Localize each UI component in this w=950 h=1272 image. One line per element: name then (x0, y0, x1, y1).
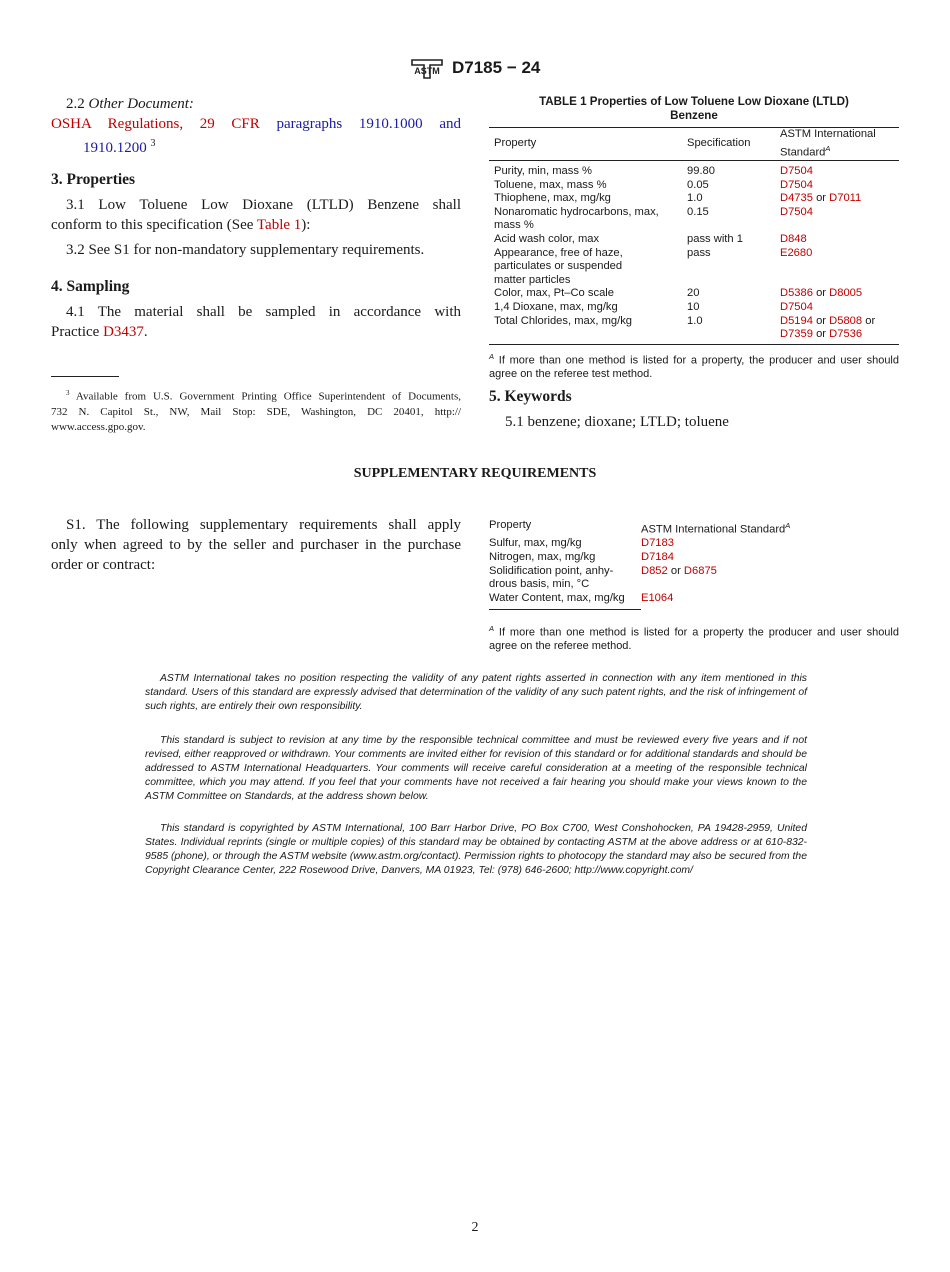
table-1-row (489, 247, 899, 288)
property-line: mass % (494, 219, 534, 232)
table-1-caption-line1: TABLE 1 Properties of Low Toluene Low Dioxane (LTLD) (539, 95, 849, 108)
property-cell (489, 206, 682, 233)
s1-line1: S1. The following supplementary requirements shall apply (66, 517, 461, 533)
property-line: drous basis, min, °C (489, 578, 590, 591)
standard-link[interactable]: D5386 (780, 287, 813, 300)
col-header-standard (775, 128, 899, 161)
or-text: or (862, 314, 876, 327)
s1-line2: only when agreed to by the seller and purchaser in the purchase (51, 537, 461, 553)
section-5-1: 5.1 benzene; dioxane; LTLD; toluene (505, 414, 729, 430)
table-1-row (489, 161, 899, 179)
property-line: particulates or suspended (494, 260, 623, 273)
table-1-caption (489, 95, 899, 123)
supplementary-table-row (489, 551, 841, 565)
property-line: 1,4 Dioxane, max, mg/kg (494, 300, 618, 313)
standard-cell (641, 565, 841, 592)
supplementary-table-wrapper (489, 519, 841, 605)
col-header-specification: Specification (687, 137, 751, 150)
property-line: Total Chlorides, max, mg/kg (494, 314, 633, 327)
standard-cell (775, 161, 899, 179)
property-line: Thiophene, max, mg/kg (494, 192, 611, 205)
property-cell (489, 233, 682, 247)
standard-link[interactable]: E1064 (641, 591, 674, 604)
paragraphs-link-cont[interactable]: 1910.1200 (83, 140, 147, 156)
table-1-row (489, 315, 899, 345)
property-cell (489, 592, 641, 606)
supp-col-header-standard (641, 519, 841, 537)
p3-1-line2-post: ): (301, 217, 311, 233)
standard-link[interactable]: D7504 (780, 205, 813, 218)
table-1-caption-line2: Benzene (670, 109, 718, 122)
standard-link[interactable]: D7184 (641, 550, 674, 563)
standard-cell (775, 301, 899, 315)
footnote-3 (51, 386, 461, 435)
property-cell (489, 565, 641, 592)
property-cell (489, 537, 641, 551)
table-1-row (489, 233, 899, 247)
table-1-row (489, 287, 899, 301)
standard-link[interactable]: D7359 (780, 328, 813, 341)
property-line: Purity, min, mass % (494, 165, 593, 177)
standard-link[interactable]: D7504 (780, 165, 813, 177)
specification-cell: 1.0 (687, 192, 703, 205)
footnote-3-number: 3 (66, 389, 70, 397)
specification-cell: 10 (687, 300, 700, 313)
col-header-standard-line2: Standard (780, 146, 826, 159)
supplementary-heading: SUPPLEMENTARY REQUIREMENTS (353, 466, 597, 481)
table-1-footnote-line1: If more than one method is listed for a property, the producer and user should (494, 354, 899, 367)
property-line: Nonaromatic hydrocarbons, max, (494, 205, 659, 218)
supp-footnote-line2: agree on the referee method. (489, 640, 632, 653)
standard-link[interactable]: D7011 (829, 192, 862, 205)
table-1-footnote-sup: A (489, 352, 495, 361)
specification-cell: 0.05 (687, 178, 709, 191)
table-1-row (489, 192, 899, 206)
property-line: Appearance, free of haze, (494, 246, 623, 259)
footnote-3-line1: Available from U.S. Government Printing Office Superintendent of Documents, (75, 390, 461, 403)
standard-cell (641, 537, 841, 551)
table-1-footnote-line2: agree on the referee test method. (489, 368, 653, 381)
p3-1-line2-pre: conform to this specification (See (51, 217, 257, 233)
footnote-3-line3: www.access.gpo.gov. (51, 420, 146, 433)
supplementary-table-body (489, 537, 841, 605)
copyright-notice-text: This standard is copyrighted by ASTM International, 100 Barr Harbor Drive, PO Box C700, West Conshohocken, PA 19428-2959, United States. Individual reprints (single or multiple copies) of this standard may be obtained by contacting ASTM at the above address or at 610-832-9585 (phone), or through the ASTM website (www.astm.org/contact). Permission rights to photocopy the standard may also be secured from the Copyright Clearance Center, 222 Rosewood Drive, Danvers, MA 01923, Tel: (978) 646-2600; http://www.copyright.com/ (145, 823, 807, 876)
section-4-heading: 4. Sampling (51, 278, 130, 295)
standard-cell (775, 247, 899, 288)
astm-logo-icon (408, 56, 446, 82)
standard-cell (641, 551, 841, 565)
or-text: or (812, 314, 830, 327)
standard-link[interactable]: D4735 (780, 192, 813, 205)
supp-footnote-line1: If more than one method is listed for a property the producer and user should (494, 626, 899, 639)
supp-col-header-property: Property (489, 519, 532, 531)
footnote-divider (51, 376, 119, 377)
standard-link[interactable]: D852 (641, 564, 668, 577)
supp-col-header-standard-text: ASTM International Standard (641, 523, 786, 536)
supplementary-table (489, 519, 841, 605)
supplementary-table-row (489, 537, 841, 551)
property-cell (489, 161, 682, 179)
table-1-row (489, 206, 899, 233)
s1-paragraph (51, 515, 461, 575)
or-text: or (812, 328, 830, 341)
page-header (0, 56, 950, 86)
page-number: 2 (471, 1220, 479, 1235)
standard-cell (775, 179, 899, 193)
standard-link[interactable]: D7504 (780, 300, 813, 313)
standard-link[interactable]: D6875 (683, 564, 717, 577)
patent-notice (145, 672, 807, 714)
supplementary-table-row (489, 592, 841, 606)
property-cell (489, 551, 641, 565)
supp-col-header-standard-sup: A (785, 521, 791, 530)
property-line: Color, max, Pt–Co scale (494, 287, 615, 300)
supplementary-footnote (489, 622, 899, 654)
footnote-ref-3[interactable]: 3 (150, 138, 156, 149)
table-1-footnote (489, 350, 899, 382)
standard-link[interactable]: D7183 (641, 537, 674, 550)
supplementary-table-rule (489, 609, 641, 610)
copyright-notice (145, 822, 807, 878)
supplementary-table-row (489, 565, 841, 592)
standard-link[interactable]: D7504 (780, 178, 813, 191)
property-line: Nitrogen, max, mg/kg (489, 550, 596, 563)
p4-1-line2-post: . (143, 324, 148, 340)
section-5-heading: 5. Keywords (489, 388, 572, 405)
p4-1-line2-pre: Practice (51, 324, 104, 340)
property-cell (489, 192, 682, 206)
table-1-wrapper (489, 127, 899, 345)
osha-regulations-link[interactable]: OSHA Regulations, 29 CFR (51, 116, 260, 132)
standard-cell (775, 233, 899, 247)
d3437-link[interactable]: D3437 (103, 324, 144, 340)
s2-2-number: 2.2 (66, 96, 85, 112)
standard-link[interactable]: D8005 (829, 287, 863, 300)
footnote-3-line2: 732 N. Capitol St., NW, Mail Stop: SDE, Washington, DC 20401, http:// (51, 405, 461, 418)
specification-cell: 1.0 (687, 314, 703, 327)
or-text: or (812, 192, 830, 205)
property-line: matter particles (494, 273, 571, 286)
revision-notice-text: This standard is subject to revision at any time by the responsible technical committee and must be reviewed every five years and if not revised, either reapproved or withdrawn. Your comments are invited either for revision of this standard or for additional standards and should be addressed to ASTM International Headquarters. Your comments will receive careful consideration at a meeting of the responsible technical committee, which you may attend. If you feel that your comments have not received a fair hearing you should make your views known to the ASTM Committee on Standards, at the address shown below. (145, 735, 807, 802)
standard-link[interactable]: D5194 (780, 314, 813, 327)
or-text: or (812, 287, 830, 300)
patent-notice-text: ASTM International takes no position respecting the validity of any patent rights asserted in connection with any item mentioned in this standard. Users of this standard are expressly advised that determination of the validity of any such patent rights, and the risk of infringement of such rights, are entirely their own responsibility. (145, 673, 807, 712)
table-1-row (489, 179, 899, 193)
standard-designation: D7185 − 24 (452, 58, 541, 77)
revision-notice (145, 734, 807, 804)
specification-cell: pass (687, 246, 711, 259)
section-2-2 (51, 94, 461, 158)
standard-link[interactable]: E2680 (780, 246, 813, 259)
property-cell (489, 315, 682, 345)
standard-link[interactable]: D7536 (829, 328, 863, 341)
specification-cell: 99.80 (687, 165, 715, 177)
p4-1-line1: 4.1 The material shall be sampled in accordance with (66, 304, 461, 320)
standard-cell (775, 206, 899, 233)
standard-cell (775, 192, 899, 206)
standard-cell (641, 592, 841, 606)
property-line: Sulfur, max, mg/kg (489, 537, 582, 550)
s1-line3: order or contract: (51, 557, 156, 573)
paragraphs-link[interactable]: paragraphs 1910.1000 and (276, 116, 461, 132)
or-text: or (667, 564, 684, 577)
standard-link[interactable]: D5808 (829, 314, 863, 327)
standard-cell (775, 287, 899, 301)
col-header-standard-sup: A (825, 143, 831, 153)
property-line: Acid wash color, max (494, 232, 600, 245)
standard-link[interactable]: D848 (780, 232, 807, 245)
section-3-2: 3.2 See S1 for non-mandatory supplementary requirements. (66, 242, 425, 258)
table-1 (489, 127, 899, 345)
table-1-body (489, 161, 899, 345)
property-cell (489, 287, 682, 301)
property-cell (489, 301, 682, 315)
section-4-1 (51, 302, 461, 342)
col-header-property: Property (494, 137, 537, 150)
table-1-row (489, 301, 899, 315)
col-header-standard-line1: ASTM International (780, 128, 876, 141)
table-1-link[interactable]: Table 1 (256, 217, 302, 233)
specification-cell: 0.15 (687, 205, 709, 218)
property-line: Water Content, max, mg/kg (489, 591, 625, 604)
svg-text:ASTM: ASTM (414, 66, 440, 76)
p3-1-line1: 3.1 Low Toluene Low Dioxane (LTLD) Benzene shall (66, 197, 461, 213)
supp-footnote-sup: A (489, 624, 495, 633)
section-3-1 (51, 195, 461, 235)
property-line: Toluene, max, mass % (494, 178, 607, 191)
standard-cell (775, 315, 899, 345)
property-cell (489, 247, 682, 288)
section-3-heading: 3. Properties (51, 171, 136, 188)
specification-cell: 20 (687, 287, 700, 300)
property-line: Solidification point, anhy- (489, 564, 614, 577)
specification-cell: pass with 1 (687, 232, 743, 245)
s2-2-title: Other Document: (88, 96, 194, 112)
property-cell (489, 179, 682, 193)
